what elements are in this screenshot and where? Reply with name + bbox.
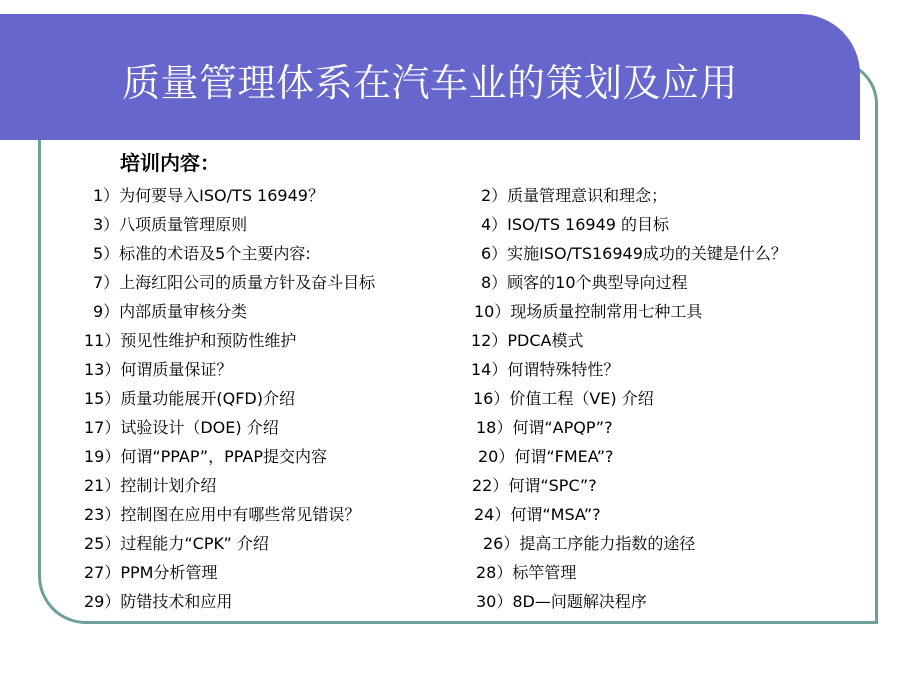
topic-item: 11）预见性维护和预防性维护 [84, 331, 297, 350]
topic-item: 27）PPM分析管理 [84, 563, 218, 582]
topic-item: 4）ISO/TS 16949 的目标 [481, 215, 670, 234]
topic-item: 6）实施ISO/TS16949成功的关键是什么？ [481, 244, 787, 263]
topic-item: 1）为何要导入ISO/TS 16949？ [93, 186, 324, 205]
topic-item: 10）现场质量控制常用七种工具 [474, 302, 703, 321]
topic-row [0, 384, 920, 413]
topic-row [0, 268, 920, 297]
topic-row [0, 297, 920, 326]
topic-row [0, 529, 920, 558]
topic-row [0, 471, 920, 500]
topic-row [0, 210, 920, 239]
topic-item: 30）8D—问题解决程序 [476, 592, 647, 611]
topic-item: 22）何谓“SPC”? [472, 476, 597, 495]
topic-item: 28）标竿管理 [476, 563, 577, 582]
slide-title: 质量管理体系在汽车业的策划及应用 [121, 61, 738, 105]
topic-row [0, 558, 920, 587]
topic-item: 25）过程能力“CPK” 介绍 [84, 534, 269, 553]
topic-item: 14）何谓特殊特性？ [471, 360, 620, 379]
topic-item: 19）何谓“PPAP”，PPAP提交内容 [84, 447, 327, 466]
topic-item: 5）标准的术语及5个主要内容: [93, 244, 311, 263]
topic-row [0, 442, 920, 471]
section-heading: 培训内容： [120, 151, 220, 175]
topic-item: 17）试验设计（DOE) 介绍 [84, 418, 279, 437]
topic-item: 8）顾客的10个典型导向过程 [481, 273, 688, 292]
topic-row [0, 355, 920, 384]
topic-item: 2）质量管理意识和理念； [481, 186, 668, 205]
topic-item: 13）何谓质量保证？ [84, 360, 233, 379]
topic-item: 9）内部质量审核分类 [93, 302, 248, 321]
topic-row [0, 587, 920, 616]
topic-item: 7）上海红阳公司的质量方针及奋斗目标 [93, 273, 376, 292]
topic-item: 20）何谓“FMEA”? [478, 447, 614, 466]
topic-item: 23）控制图在应用中有哪些常见错误？ [84, 505, 361, 524]
topic-row [0, 181, 920, 210]
topic-item: 16）价值工程（VE) 介绍 [473, 389, 654, 408]
topic-item: 29）防错技术和应用 [84, 592, 233, 611]
topic-item: 21）控制计划介绍 [84, 476, 217, 495]
topic-row [0, 500, 920, 529]
topic-row [0, 413, 920, 442]
topic-item: 15）质量功能展开(QFD)介绍 [84, 389, 295, 408]
topic-item: 3）八项质量管理原则 [93, 215, 248, 234]
topic-item: 18）何谓“APQP”? [476, 418, 613, 437]
title-bar [0, 14, 860, 140]
topic-item: 24）何谓“MSA”? [474, 505, 601, 524]
topic-item: 12）PDCA模式 [471, 331, 584, 350]
topic-list [0, 181, 920, 616]
topic-item: 26）提高工序能力指数的途径 [483, 534, 696, 553]
topic-row [0, 326, 920, 355]
topic-row [0, 239, 920, 268]
